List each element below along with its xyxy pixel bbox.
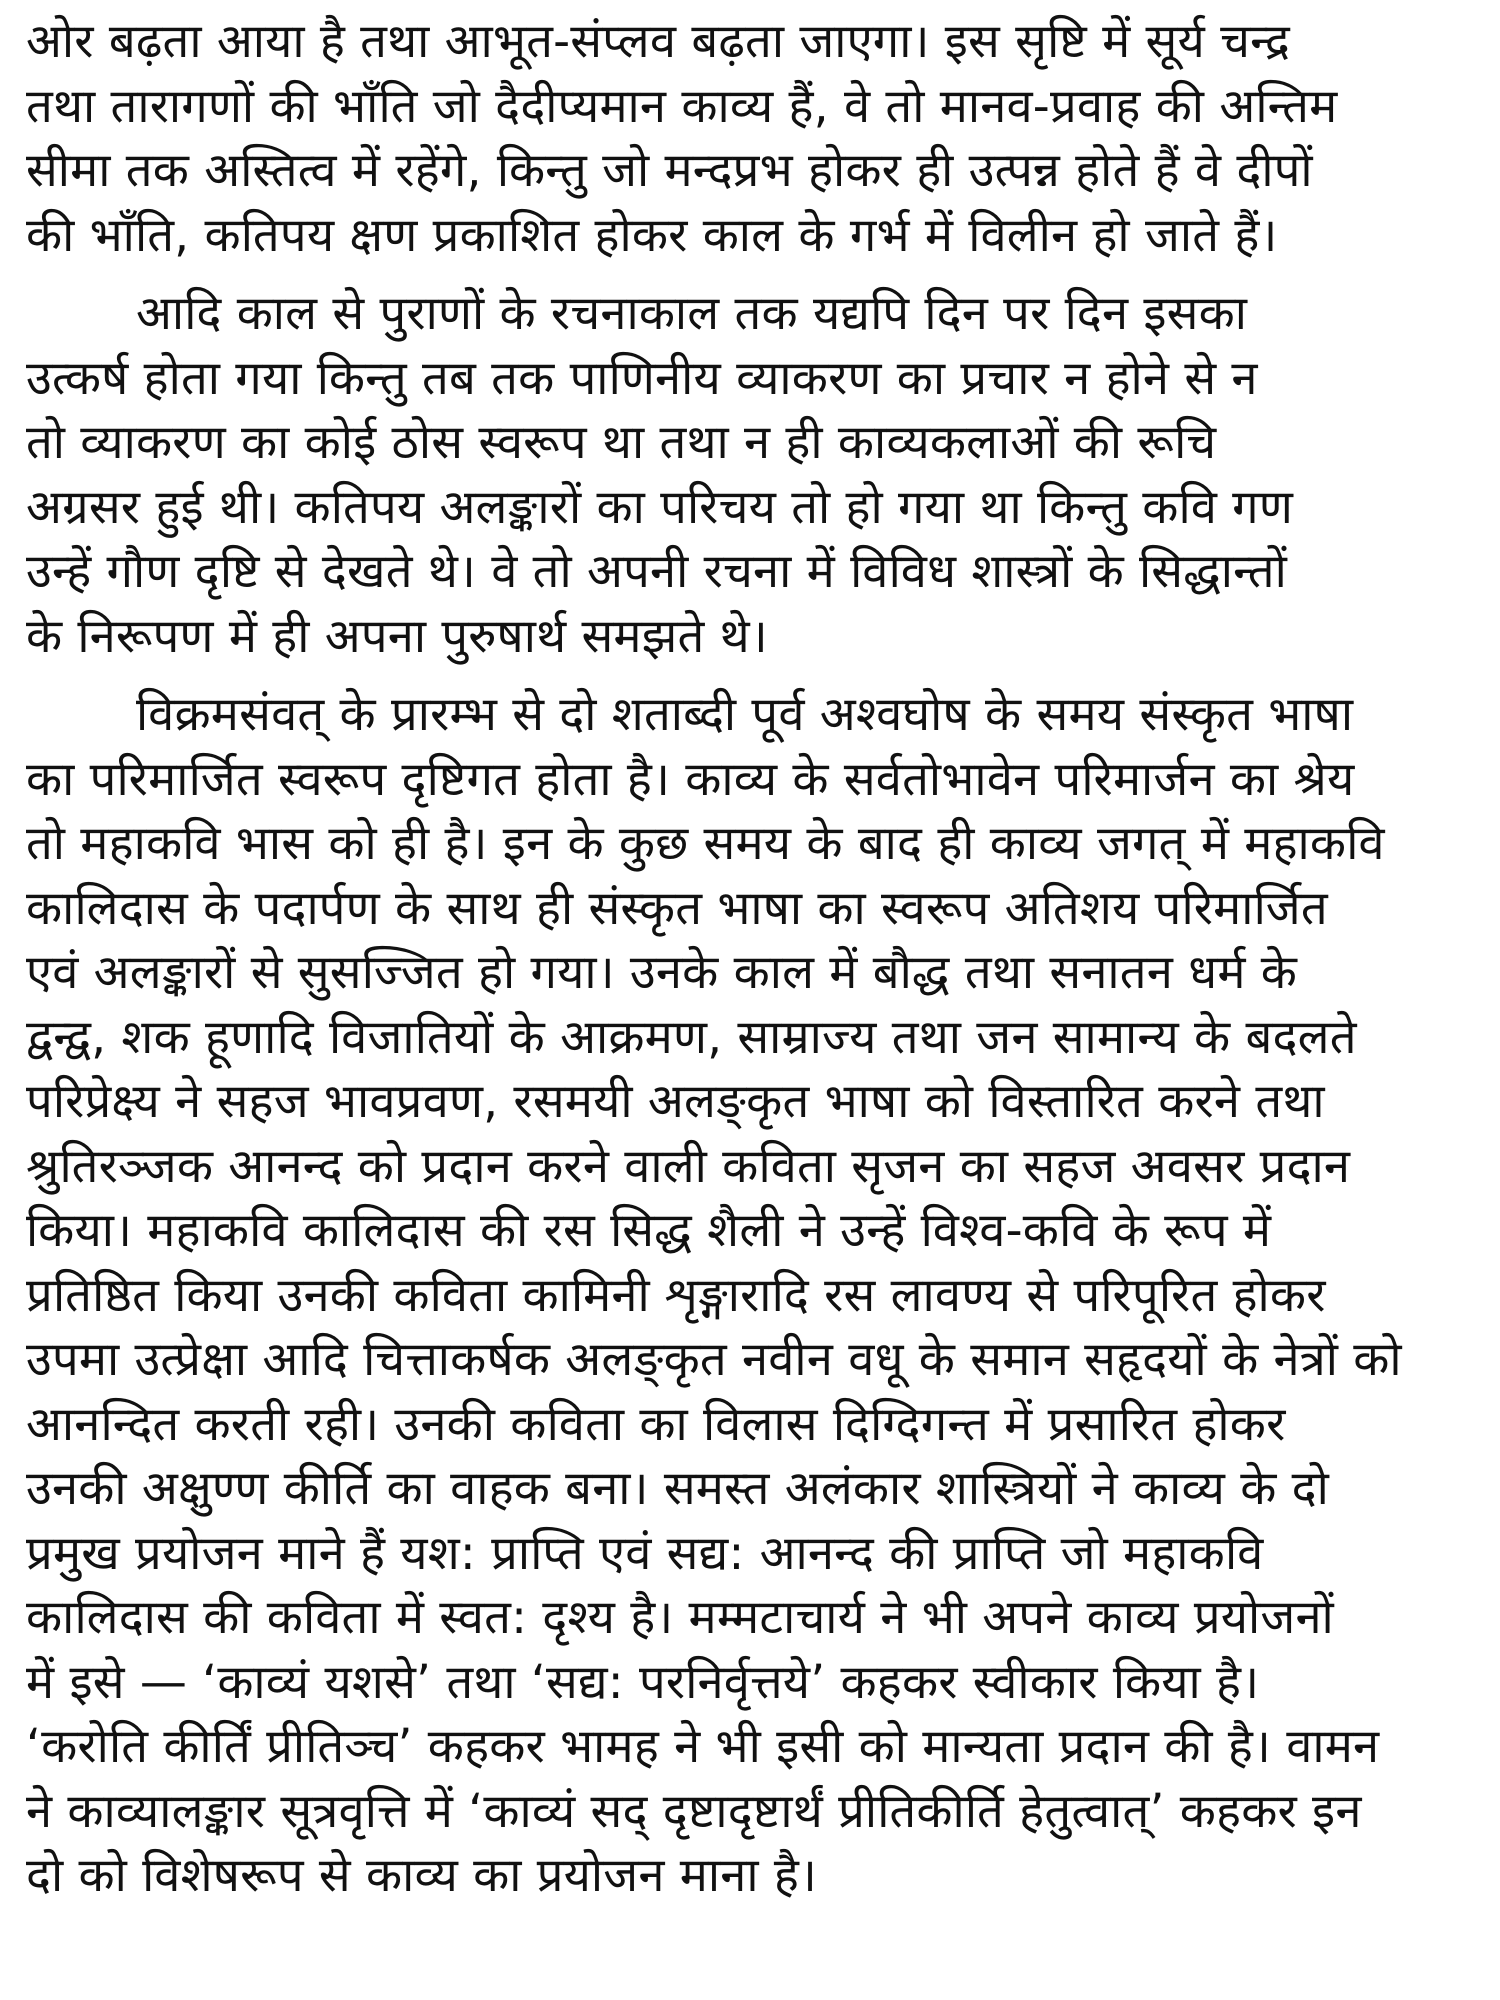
text-line: कालिदास की कविता में स्वत: दृश्य है। मम्मटाचार्य ने भी अपने काव्य प्रयोजनों bbox=[26, 1590, 1334, 1645]
text-line: आदि काल से पुराणों के रचनाकाल तक यद्यपि दिन पर दिन इसका bbox=[136, 286, 1248, 341]
text-line: तो व्याकरण का कोई ठोस स्वरूप था तथा न ही काव्यकलाओं की रूचि bbox=[26, 415, 1217, 470]
text-line: प्रमुख प्रयोजन माने हैं यश: प्राप्ति एवं सद्य: आनन्द की प्राप्ति जो महाकवि bbox=[26, 1525, 1264, 1581]
text-line: के निरूपण में ही अपना पुरुषार्थ समझते थे। bbox=[26, 608, 768, 664]
paragraph-3 bbox=[26, 683, 1474, 1909]
text-line: तो महाकवि भास को ही है। इन के कुछ समय के बाद ही काव्य जगत् में महाकवि bbox=[26, 816, 1385, 871]
text-line: प्रतिष्ठित किया उनकी कविता कामिनी शृङ्गारादि रस लावण्य से परिपूरित होकर bbox=[26, 1267, 1326, 1323]
text-line: किया। महाकवि कालिदास की रस सिद्ध शैली ने उन्हें विश्व-कवि के रूप में bbox=[26, 1203, 1272, 1258]
paragraph-2 bbox=[26, 282, 1474, 669]
text-line: का परिमार्जित स्वरूप दृष्टिगत होता है। काव्य के सर्वतोभावेन परिमार्जन का श्रेय bbox=[26, 751, 1355, 807]
text-line: उनकी अक्षुण्ण कीर्ति का वाहक बना। समस्त अलंकार शास्त्रियों ने काव्य के दो bbox=[26, 1461, 1329, 1516]
text-line: दो को विशेषरूप से काव्य का प्रयोजन माना है। bbox=[26, 1848, 818, 1903]
text-line: एवं अलङ्कारों से सुसज्जित हो गया। उनके काल में बौद्ध तथा सनातन धर्म के bbox=[26, 945, 1298, 1000]
text-line: ने काव्यालङ्कार सूत्रवृत्ति में ‘काव्यं सद् दृष्टादृष्टार्थं प्रीतिकीर्ति हेतुत्वात्’ कहकर इन bbox=[26, 1783, 1362, 1839]
text-line: की भाँति, कतिपय क्षण प्रकाशित होकर काल के गर्भ में विलीन हो जाते हैं। bbox=[26, 207, 1278, 263]
text-line: द्वन्द्व, शक हूणादि विजातियों के आक्रमण, साम्राज्य तथा जन सामान्य के बदलते bbox=[26, 1009, 1357, 1065]
text-line: अग्रसर हुई थी। कतिपय अलङ्कारों का परिचय तो हो गया था किन्तु कवि गण bbox=[26, 479, 1294, 535]
paragraph-1 bbox=[26, 10, 1474, 268]
text-line: सीमा तक अस्तित्व में रहेंगे, किन्तु जो मन्दप्रभ होकर ही उत्पन्न होते हैं वे दीपों bbox=[26, 143, 1313, 198]
text-line: ओर बढ़ता आया है तथा आभूत-संप्लव बढ़ता जाएगा। इस सृष्टि में सूर्य चन्द्र bbox=[26, 14, 1291, 69]
text-line: ‘करोति कीर्तिं प्रीतिञ्च’ कहकर भामह ने भी इसी को मान्यता प्रदान की है। वामन bbox=[26, 1719, 1380, 1774]
text-line: उन्हें गौण दृष्टि से देखते थे। वे तो अपनी रचना में विविध शास्त्रों के सिद्धान्तों bbox=[26, 544, 1287, 599]
text-line: परिप्रेक्ष्य ने सहज भावप्रवण, रसमयी अलङ्कृत भाषा को विस्तारित करने तथा bbox=[26, 1074, 1325, 1129]
text-line: उत्कर्ष होता गया किन्तु तब तक पाणिनीय व्याकरण का प्रचार न होने से न bbox=[26, 350, 1258, 406]
text-line: तथा तारागणों की भाँति जो दैदीप्यमान काव्य हैं, वे तो मानव-प्रवाह की अन्तिम bbox=[26, 78, 1338, 134]
text-line: विक्रमसंवत् के प्रारम्भ से दो शताब्दी पूर्व अश्वघोष के समय संस्कृत भाषा bbox=[136, 687, 1354, 742]
text-line: में इसे — ‘काव्यं यशसे’ तथा ‘सद्य: परनिर्वृत्तये’ कहकर स्वीकार किया है। bbox=[26, 1654, 1260, 1710]
text-line: उपमा उत्प्रेक्षा आदि चित्ताकर्षक अलङ्कृत नवीन वधू के समान सहृदयों के नेत्रों को bbox=[26, 1332, 1402, 1387]
text-line: श्रुतिरञ्जक आनन्द को प्रदान करने वाली कविता सृजन का सहज अवसर प्रदान bbox=[26, 1138, 1351, 1194]
text-line: कालिदास के पदार्पण के साथ ही संस्कृत भाषा का स्वरूप अतिशय परिमार्जित bbox=[26, 880, 1328, 936]
text-line: आनन्दित करती रही। उनकी कविता का विलास दिग्दिगन्त में प्रसारित होकर bbox=[26, 1396, 1286, 1452]
